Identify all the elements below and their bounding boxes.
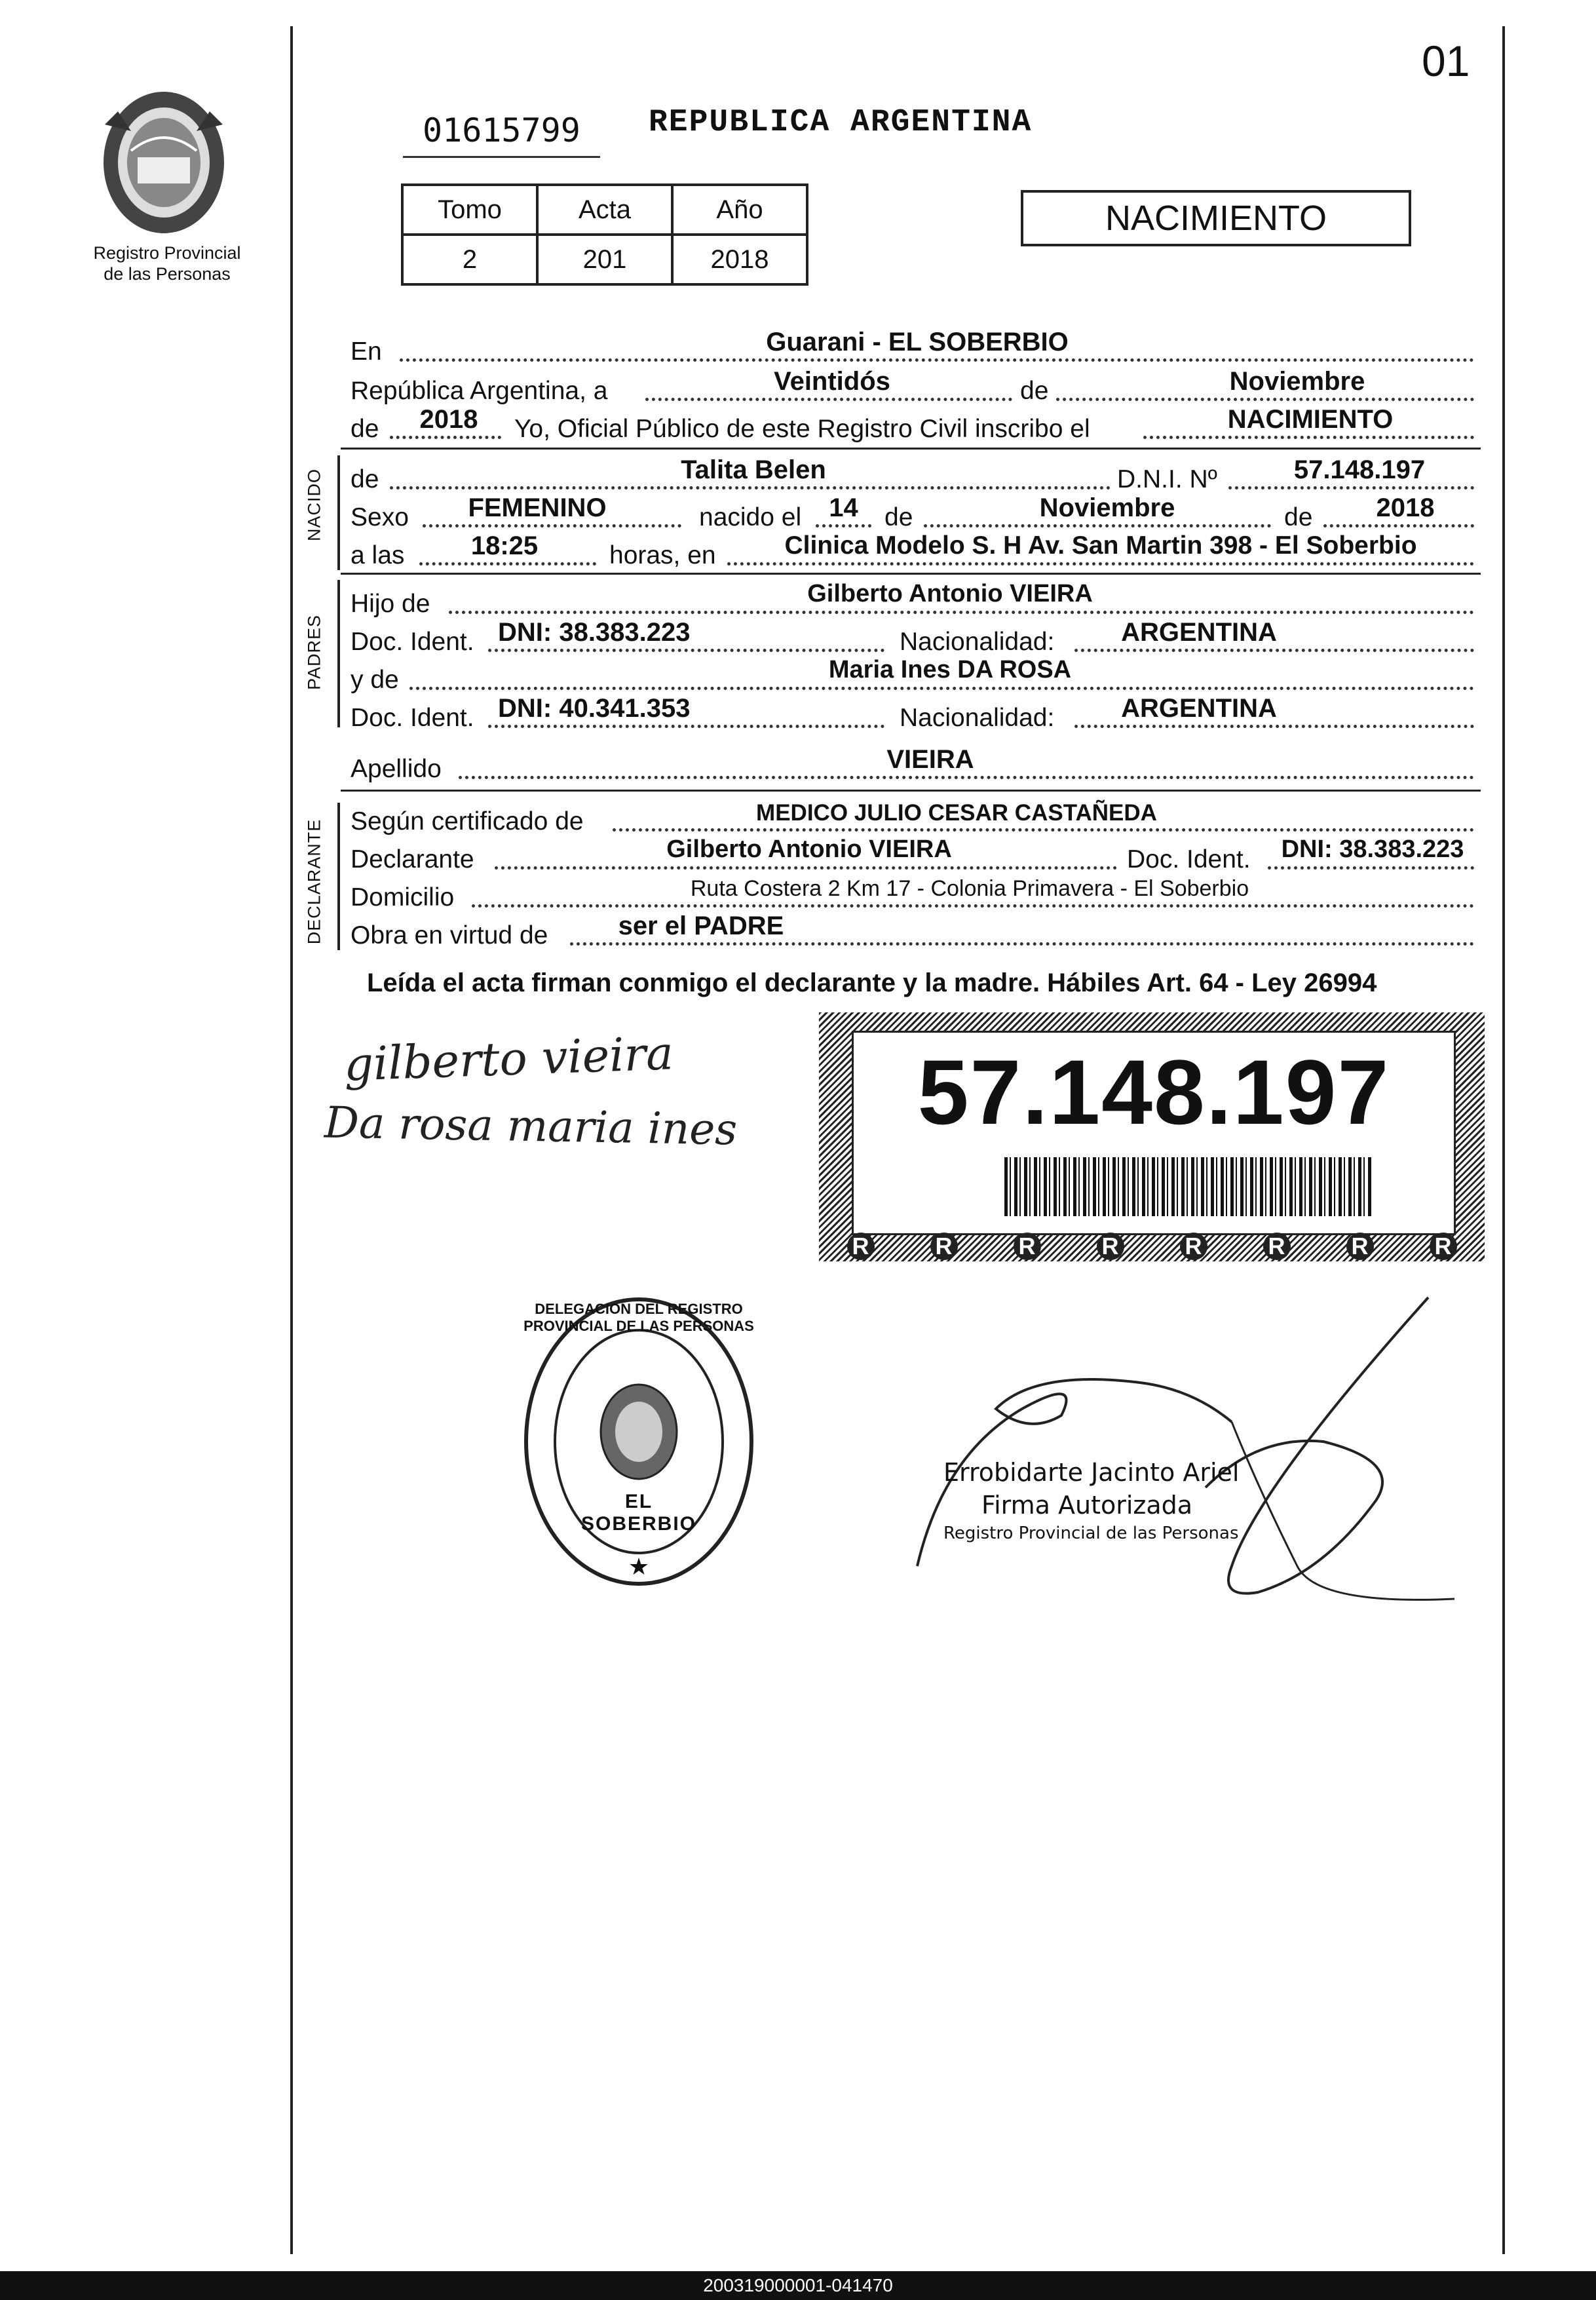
label-hijo-de: Hijo de <box>351 590 430 618</box>
label-dni: D.N.I. Nº <box>1117 465 1217 493</box>
sticker-pattern-letter: R <box>1180 1233 1207 1260</box>
tomo-value: 2 <box>402 235 537 284</box>
label-yo-oficial: Yo, Oficial Público de este Registro Civil inscribo el <box>514 415 1090 443</box>
rule-3 <box>341 790 1481 792</box>
acta-value: 201 <box>537 235 672 284</box>
value-madre-doc: DNI: 40.341.353 <box>498 694 691 723</box>
dots-madre <box>409 687 1474 690</box>
official-registry: Registro Provincial de las Personas <box>943 1524 1239 1543</box>
dots-doc-padre <box>488 649 884 652</box>
dots-dia-registro <box>645 398 1012 401</box>
value-declarante-doc: DNI: 38.383.223 <box>1281 835 1464 863</box>
registry-logo <box>92 85 236 236</box>
value-obra: ser el PADRE <box>618 911 784 940</box>
sticker-pattern-letter: R <box>1430 1233 1457 1260</box>
value-domicilio: Ruta Costera 2 Km 17 - Colonia Primavera - El Soberbio <box>690 876 1249 901</box>
header-title: REPUBLICA ARGENTINA <box>649 105 1033 140</box>
value-sexo: FEMENINO <box>468 493 607 522</box>
dots-mes-registro <box>1056 398 1474 401</box>
official-name: Errobidarte Jacinto Ariel <box>943 1458 1240 1487</box>
delegation-stamp <box>521 1294 757 1589</box>
dots-en <box>400 358 1474 362</box>
value-padre: Gilberto Antonio VIEIRA <box>807 580 1093 607</box>
bracket-declarante <box>337 803 340 950</box>
serial-number: 01615799 <box>403 111 600 158</box>
dots-nombre <box>390 486 1111 489</box>
tomo-header: Tomo <box>402 185 537 235</box>
dni-sticker-panel <box>852 1031 1456 1235</box>
dots-lugar-nac <box>727 562 1474 565</box>
label-a-las: a las <box>351 541 405 569</box>
label-de-anio: de <box>351 415 379 443</box>
dots-dni <box>1228 486 1474 489</box>
dni-sticker-number: 57.148.197 <box>917 1041 1390 1143</box>
right-margin-line <box>1502 26 1505 2254</box>
rule-2 <box>341 573 1481 575</box>
sticker-pattern-row <box>819 1231 1485 1261</box>
dots-certificado <box>613 828 1474 832</box>
value-anio-nac: 2018 <box>1376 493 1435 522</box>
anio-header: Año <box>672 185 807 235</box>
sticker-pattern-letter: R <box>930 1233 958 1260</box>
stamp-oval-icon <box>521 1294 757 1589</box>
value-lugar: Guarani - EL SOBERBIO <box>766 328 1069 356</box>
dots-anio-registro <box>390 436 501 439</box>
stamp-inner-text: EL SOBERBIO <box>580 1491 697 1535</box>
dots-declarante <box>495 866 1117 870</box>
anio-value: 2018 <box>672 235 807 284</box>
value-mes-registro: Noviembre <box>1229 367 1365 396</box>
left-margin-line <box>290 26 293 2254</box>
registry-name <box>72 242 262 284</box>
dots-mes-nac <box>924 524 1271 527</box>
dots-dia-nac <box>816 524 871 527</box>
label-y-de: y de <box>351 666 399 694</box>
value-padre-doc: DNI: 38.383.223 <box>498 618 691 647</box>
dots-tipo-acta <box>1143 436 1474 439</box>
value-tipo-acta: NACIMIENTO <box>1227 405 1394 434</box>
dots-doc-madre <box>488 725 884 728</box>
closing-text: Leída el acta firman conmigo el declarante y la madre. Hábiles Art. 64 - Ley 26994 <box>367 968 1377 997</box>
value-certificado: MEDICO JULIO CESAR CASTAÑEDA <box>756 800 1157 826</box>
sticker-pattern-letter: R <box>1346 1233 1374 1260</box>
dots-padre <box>449 611 1474 614</box>
value-dni-nacido: 57.148.197 <box>1293 455 1426 484</box>
official-title: Firma Autorizada <box>981 1491 1193 1520</box>
label-de-mes: de <box>1020 377 1049 405</box>
sticker-pattern-letter: R <box>1263 1233 1291 1260</box>
label-en: En <box>351 337 382 366</box>
tomo-acta-table <box>401 183 808 286</box>
dots-doc-declarante <box>1268 866 1474 870</box>
value-dia-nac: 14 <box>829 493 858 522</box>
record-type-box: NACIMIENTO <box>1021 190 1411 246</box>
label-doc-padre: Doc. Ident. <box>351 628 474 656</box>
label-obra-en-virtud: Obra en virtud de <box>351 921 548 949</box>
misiones-seal-icon <box>92 85 236 236</box>
label-nacionalidad-padre: Nacionalidad: <box>900 628 1055 656</box>
section-label-declarante: DECLARANTE <box>304 818 324 945</box>
label-de-anio-nac: de <box>1284 503 1313 531</box>
value-mes-nac: Noviembre <box>1039 493 1175 522</box>
dni-sticker <box>819 1012 1485 1261</box>
value-madre: Maria Ines DA ROSA <box>828 656 1072 683</box>
value-lugar-nac: Clinica Modelo S. H Av. San Martin 398 - El Soberbio <box>784 531 1417 560</box>
dots-nac-padre <box>1074 649 1474 652</box>
label-declarante: Declarante <box>351 845 474 873</box>
stamp-star: ★ <box>628 1553 650 1580</box>
dots-nac-madre <box>1074 725 1474 728</box>
label-sexo: Sexo <box>351 503 409 531</box>
label-de-nombre: de <box>351 465 379 493</box>
label-nacido-el: nacido el <box>699 503 802 531</box>
section-label-padres: PADRES <box>304 614 324 691</box>
value-apellido: VIEIRA <box>886 745 974 774</box>
label-horas-en: horas, en <box>609 541 716 569</box>
label-segun-certificado: Según certificado de <box>351 807 584 835</box>
dots-hora <box>419 562 596 565</box>
sticker-pattern-letter: R <box>1097 1233 1124 1260</box>
value-anio-registro: 2018 <box>419 405 478 434</box>
stamp-ring-text: DELEGACION DEL REGISTRO PROVINCIAL DE LAS PERSONAS <box>523 1301 754 1334</box>
value-nombre: Talita Belen <box>681 455 826 484</box>
bracket-nacido <box>337 455 340 570</box>
dots-anio-nac <box>1323 524 1474 527</box>
label-de-mes-nac: de <box>884 503 913 531</box>
bracket-padres <box>337 580 340 727</box>
dots-domicilio <box>472 904 1474 908</box>
footer-bar <box>0 2271 1596 2300</box>
page-number: 01 <box>1422 37 1470 85</box>
value-hora: 18:25 <box>470 531 539 560</box>
rule-1 <box>341 448 1481 450</box>
label-doc-declarante: Doc. Ident. <box>1127 845 1251 873</box>
value-madre-nac: ARGENTINA <box>1121 694 1277 723</box>
sticker-pattern-letter: R <box>847 1233 875 1260</box>
value-dia-registro: Veintidós <box>774 367 890 396</box>
label-doc-madre: Doc. Ident. <box>351 704 474 732</box>
label-domicilio: Domicilio <box>351 883 455 911</box>
official-name-block <box>943 1458 1239 1543</box>
dots-obra <box>570 942 1474 946</box>
signature-father: gilberto vieira <box>343 1026 675 1092</box>
label-apellido: Apellido <box>351 755 442 783</box>
value-declarante: Gilberto Antonio VIEIRA <box>666 835 952 863</box>
dots-apellido <box>459 776 1474 779</box>
dni-barcode <box>1004 1157 1371 1216</box>
footer-code: 200319000001-041470 <box>703 2275 893 2295</box>
registry-name-line1: Registro Provincial <box>93 243 241 263</box>
signature-mother: Da rosa maria ines <box>324 1097 738 1155</box>
dots-sexo <box>423 524 681 527</box>
acta-header: Acta <box>537 185 672 235</box>
label-republica: República Argentina, a <box>351 377 608 405</box>
section-label-nacido: NACIDO <box>304 469 324 542</box>
label-nacionalidad-madre: Nacionalidad: <box>900 704 1055 732</box>
sticker-pattern-letter: R <box>1014 1233 1041 1260</box>
value-padre-nac: ARGENTINA <box>1121 618 1277 647</box>
registry-name-line2: de las Personas <box>104 264 231 284</box>
